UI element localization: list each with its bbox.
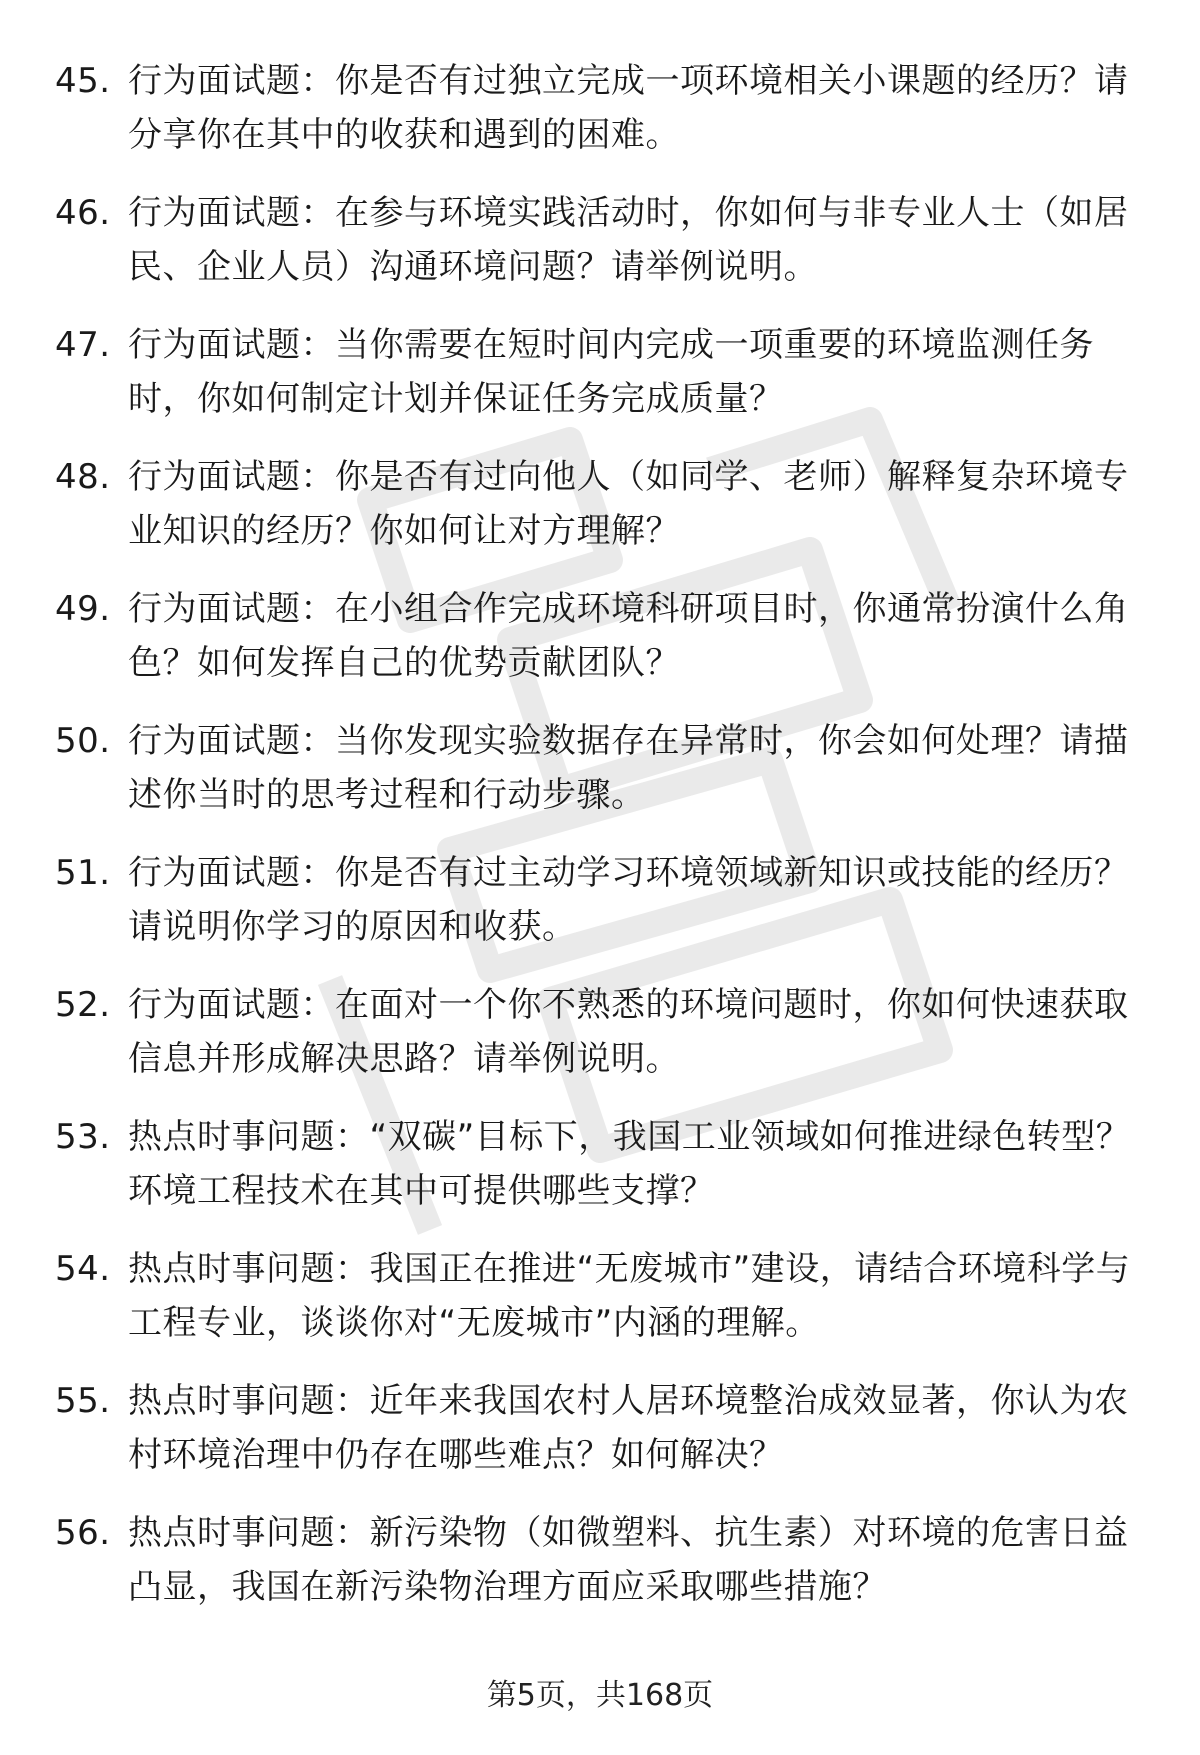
question-number: 50. [55, 721, 111, 761]
question-text: 行为面试题：当你发现实验数据存在异常时，你会如何处理？请描述你当时的思考过程和行动步骤。 [128, 721, 1129, 815]
question-item [55, 318, 1155, 450]
question-text: 行为面试题：在小组合作完成环境科研项目时，你通常扮演什么角色？如何发挥自己的优势贡献团队？ [128, 589, 1129, 683]
question-number: 55. [55, 1381, 111, 1421]
question-text: 热点时事问题：“双碳”目标下，我国工业领域如何推进绿色转型？环境工程技术在其中可提供哪些支撑？ [128, 1117, 1131, 1211]
question-item [55, 1110, 1155, 1242]
question-item [55, 1374, 1155, 1506]
question-number: 56. [55, 1513, 111, 1553]
question-item [55, 450, 1155, 582]
question-number: 48. [55, 457, 111, 497]
question-item [55, 582, 1155, 714]
question-text: 行为面试题：当你需要在短时间内完成一项重要的环境监测任务时，你如何制定计划并保证任务完成质量？ [128, 325, 1094, 419]
question-number: 47. [55, 325, 111, 365]
question-text: 热点时事问题：新污染物（如微塑料、抗生素）对环境的危害日益凸显，我国在新污染物治理方面应采取哪些措施？ [128, 1513, 1129, 1607]
question-number: 46. [55, 193, 111, 233]
question-number: 49. [55, 589, 111, 629]
question-number: 45. [55, 61, 111, 101]
question-item [55, 846, 1155, 978]
question-number: 52. [55, 985, 111, 1025]
question-item [55, 186, 1155, 318]
question-text: 行为面试题：你是否有过向他人（如同学、老师）解释复杂环境专业知识的经历？你如何让对方理解？ [128, 457, 1129, 551]
question-text: 行为面试题：你是否有过独立完成一项环境相关小课题的经历？请分享你在其中的收获和遇到的困难。 [128, 61, 1129, 155]
question-text: 热点时事问题：我国正在推进“无废城市”建设，请结合环境科学与工程专业，谈谈你对“无废城市”内涵的理解。 [128, 1249, 1131, 1343]
question-text: 行为面试题：在参与环境实践活动时，你如何与非专业人士（如居民、企业人员）沟通环境问题？请举例说明。 [128, 193, 1129, 287]
question-number: 53. [55, 1117, 111, 1157]
question-item [55, 1242, 1155, 1374]
page-footer: 第5页，共168页 [486, 1678, 714, 1713]
question-item [55, 714, 1155, 846]
question-list [55, 54, 1155, 1638]
question-text: 行为面试题：在面对一个你不熟悉的环境问题时，你如何快速获取信息并形成解决思路？请举例说明。 [128, 985, 1129, 1079]
question-number: 54. [55, 1249, 111, 1289]
question-text: 热点时事问题：近年来我国农村人居环境整治成效显著，你认为农村环境治理中仍存在哪些难点？如何解决？ [128, 1381, 1129, 1475]
question-item [55, 978, 1155, 1110]
question-item [55, 54, 1155, 186]
question-item [55, 1506, 1155, 1638]
question-text: 行为面试题：你是否有过主动学习环境领域新知识或技能的经历？请说明你学习的原因和收获。 [128, 853, 1129, 947]
question-number: 51. [55, 853, 111, 893]
